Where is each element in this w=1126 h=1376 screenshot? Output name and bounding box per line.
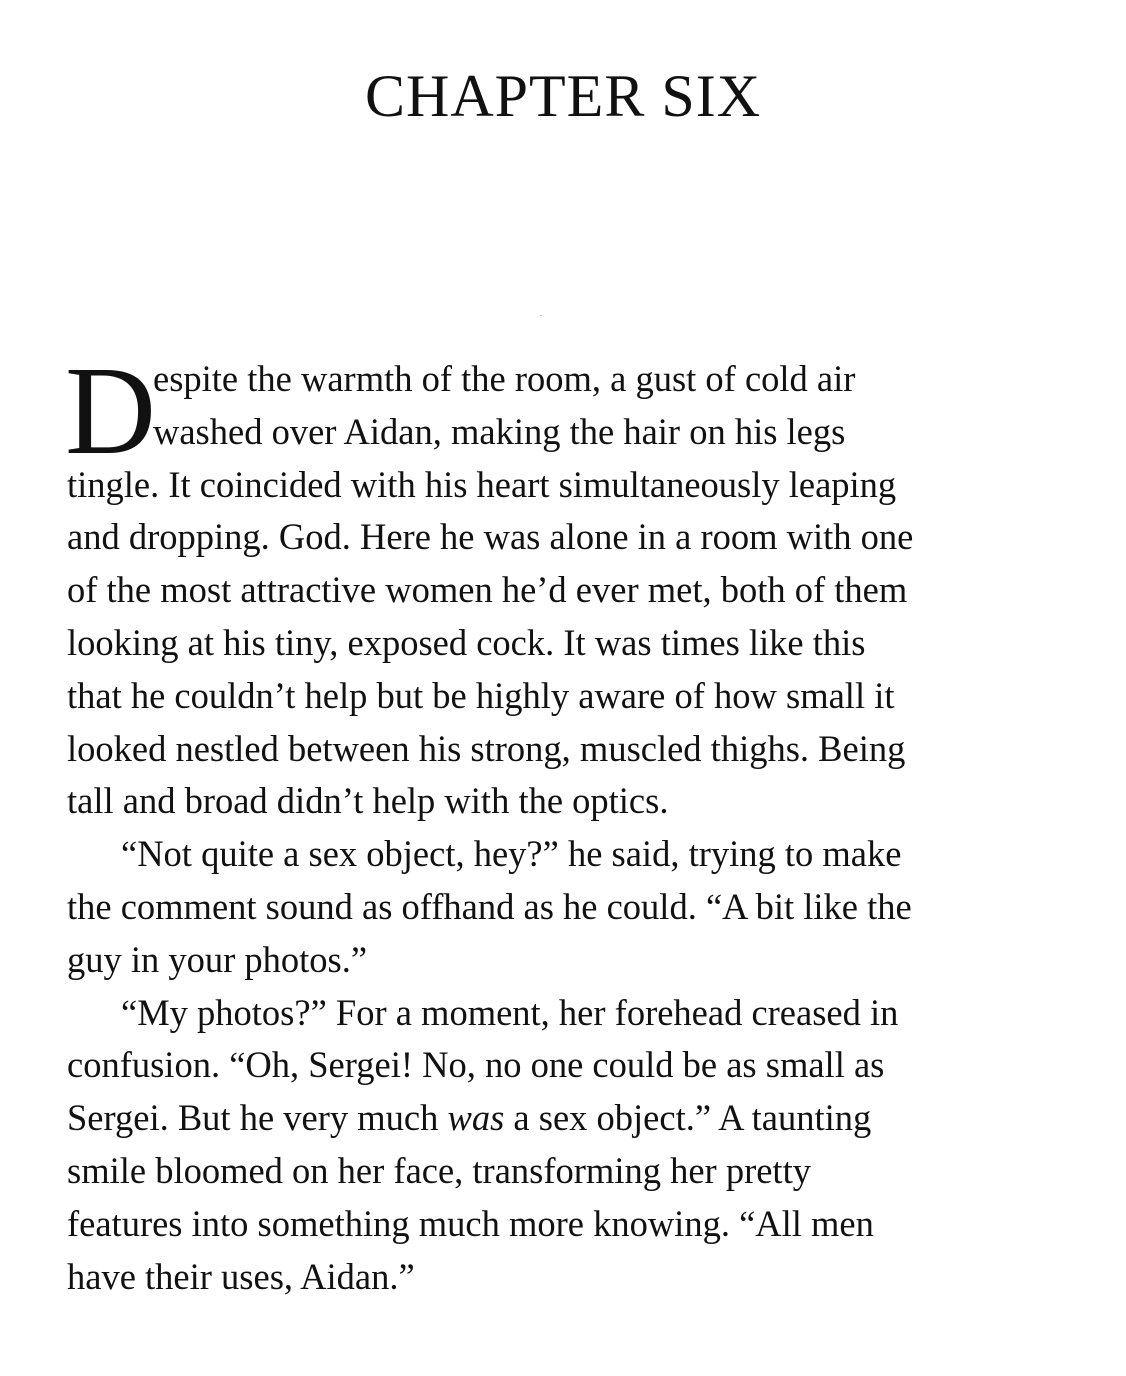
ornament-dot (540, 315, 542, 316)
text-line: confusion. “Oh, Sergei! No, no one could be as small as (67, 1044, 885, 1086)
text-line: the comment sound as offhand as he could. “A bit like the (67, 885, 912, 927)
text-line: “My photos?” For a moment, her forehead creased in (121, 991, 899, 1033)
text-line: and dropping. God. Here he was alone in a room with one (67, 516, 914, 558)
italic-word: was (447, 1097, 505, 1139)
text-line: looked nestled between his strong, muscled thighs. Being (67, 727, 906, 769)
text-line: features into something much more knowing. “All men (67, 1202, 874, 1244)
text-line: of the most attractive women he’d ever met, both of them (67, 569, 908, 611)
chapter-title: CHAPTER SIX (364, 63, 762, 129)
text-line: smile bloomed on her face, transforming her pretty (67, 1149, 811, 1191)
text-line: tingle. It coincided with his heart simultaneously leaping (67, 463, 897, 505)
text-line: that he couldn’t help but be highly aware of how small it (67, 674, 895, 716)
text-line: guy in your photos.” (67, 938, 368, 980)
text-line: have their uses, Aidan.” (67, 1255, 415, 1297)
text-line: washed over Aidan, making the hair on his legs (153, 410, 846, 452)
drop-cap: D (65, 342, 156, 481)
text-segment: Sergei. But he very much (67, 1097, 448, 1139)
text-line (67, 1092, 1067, 1145)
text-line: “Not quite a sex object, hey?” he said, trying to make (121, 833, 902, 875)
text-line: looking at his tiny, exposed cock. It was times like this (67, 621, 866, 663)
chapter-body (65, 342, 1067, 1303)
text-line: espite the warmth of the room, a gust of cold air (153, 358, 856, 399)
text-segment: a sex object.” A taunting (504, 1097, 872, 1139)
text-line: tall and broad didn’t help with the optics. (67, 780, 669, 822)
